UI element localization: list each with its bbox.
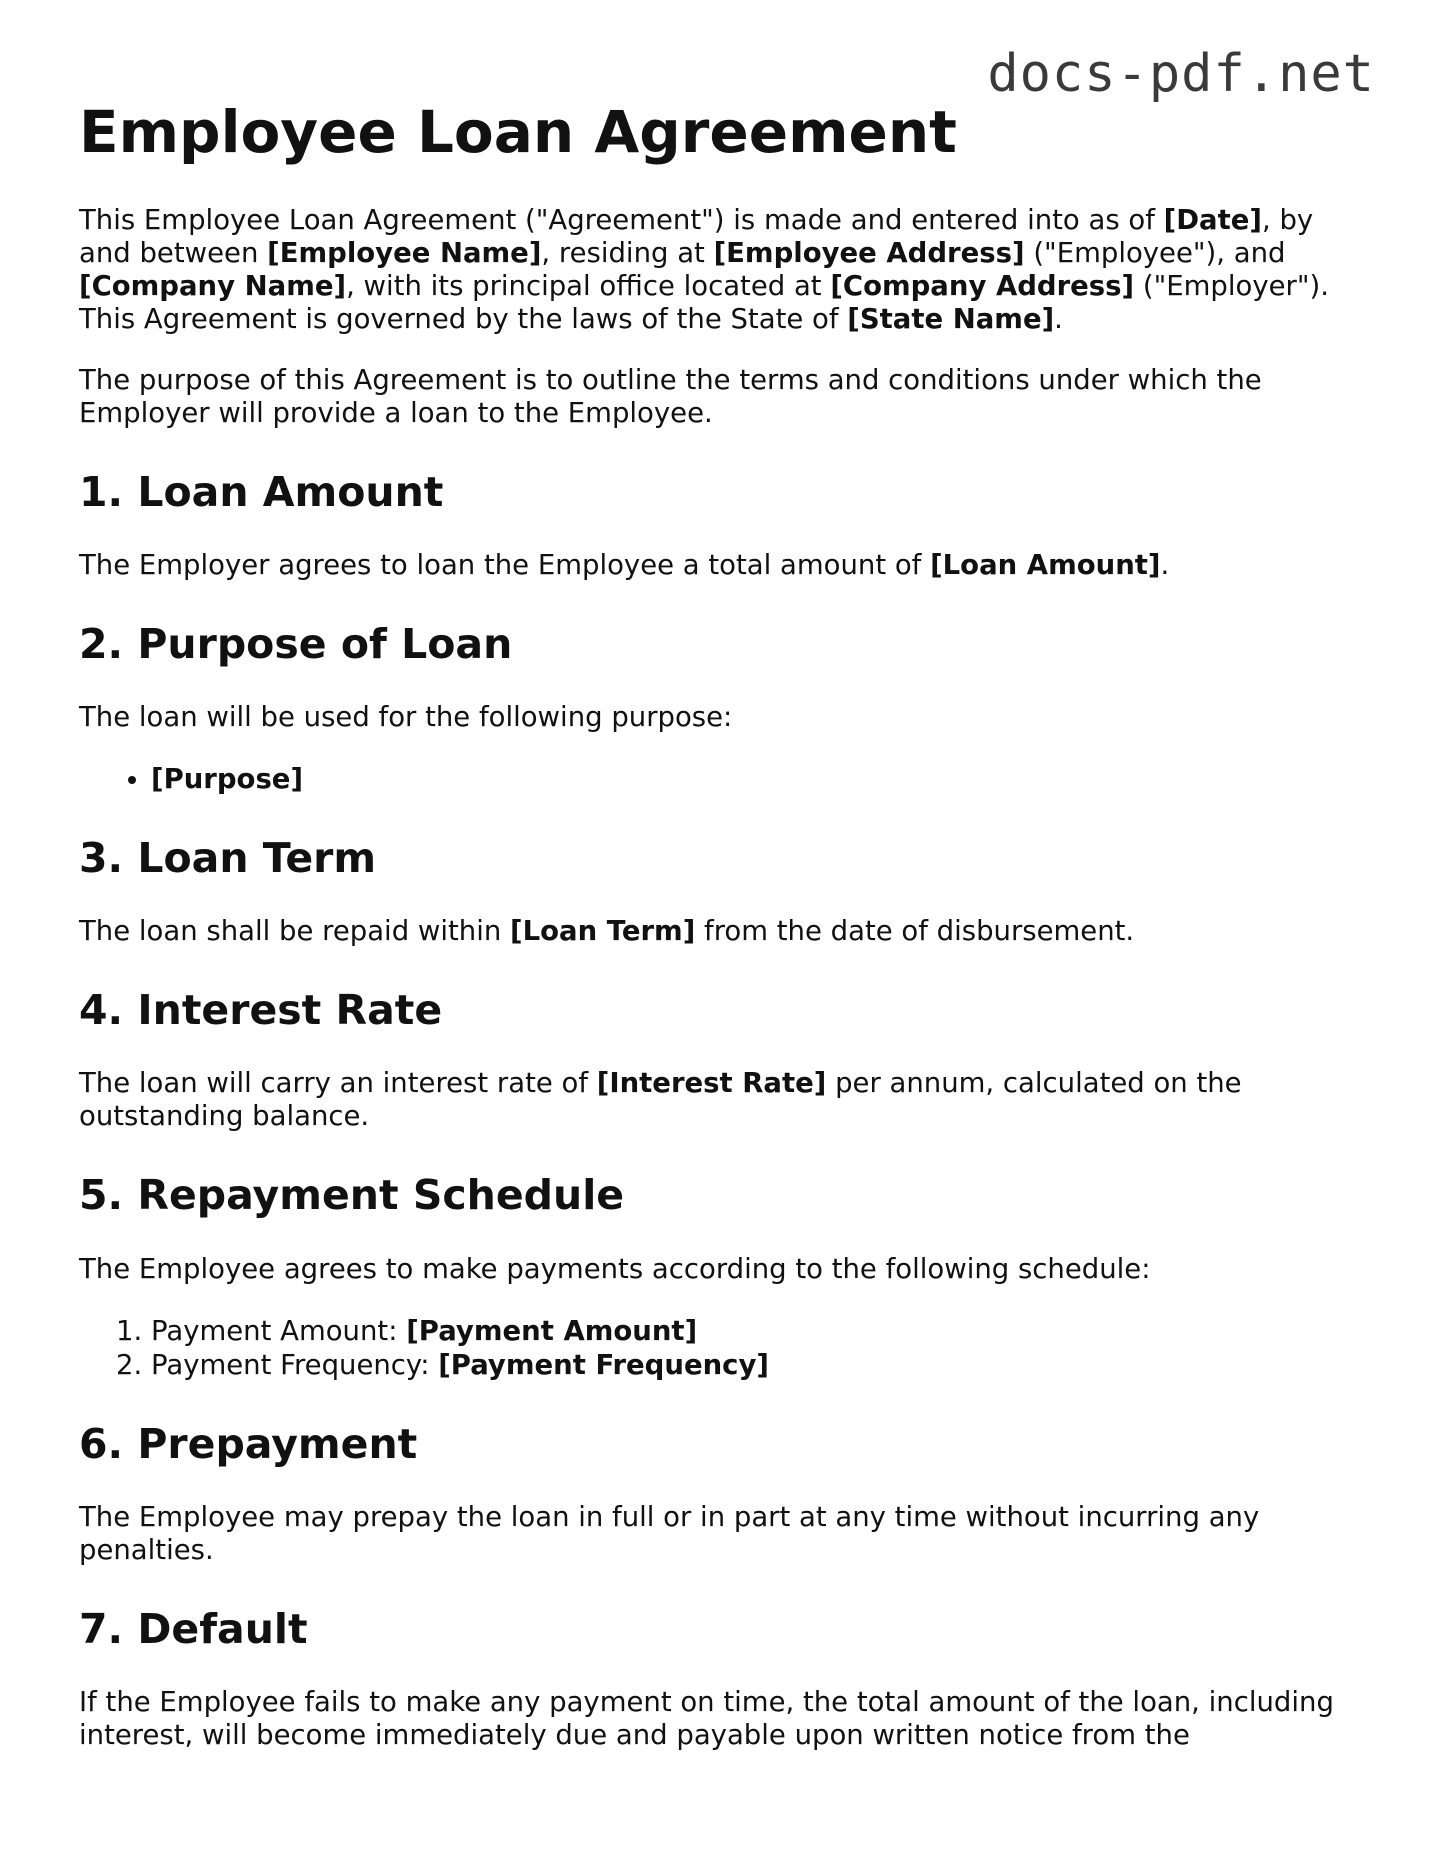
loan-term-paragraph xyxy=(79,915,1369,948)
document-title: Employee Loan Agreement xyxy=(79,98,957,166)
purpose-list xyxy=(79,762,1369,796)
repayment-list xyxy=(79,1314,1369,1382)
state-name-placeholder: [State Name] xyxy=(847,302,1055,335)
prepayment-paragraph: The Employee may prepay the loan in full or in part at any time without incurring any penalties. xyxy=(79,1500,1260,1566)
watermark: docs-pdf.net xyxy=(987,44,1375,104)
intro-text: , residing at xyxy=(541,236,714,269)
payment-frequency-label: Payment Frequency: xyxy=(151,1348,439,1381)
intro-paragraph xyxy=(79,204,1369,336)
interest-text: per annum, calculated on the outstanding balance. xyxy=(79,1067,1242,1133)
repayment-paragraph: The Employee agrees to make payments according to the following schedule: xyxy=(79,1252,1151,1285)
list-item xyxy=(151,762,1369,796)
section-heading-repayment: 5. Repayment Schedule xyxy=(79,1171,625,1220)
list-item xyxy=(151,1348,1369,1382)
loan-amount-paragraph xyxy=(79,549,1369,582)
loan-term-placeholder: [Loan Term] xyxy=(510,915,696,948)
purpose-paragraph: The purpose of this Agreement is to outline the terms and conditions under which the Employer will provide a loan to the Employee. xyxy=(79,363,1262,429)
intro-text: . xyxy=(1054,302,1063,335)
employee-address-placeholder: [Employee Address] xyxy=(713,236,1025,269)
interest-rate-paragraph xyxy=(79,1067,1369,1133)
purpose-of-loan-paragraph: The loan will be used for the following purpose: xyxy=(79,700,733,733)
intro-text: , by and between xyxy=(79,203,1314,269)
section-heading-default: 7. Default xyxy=(79,1604,308,1653)
loan-amount-placeholder: [Loan Amount] xyxy=(930,548,1161,581)
section-heading-loan-term: 3. Loan Term xyxy=(79,833,377,882)
loan-amount-text: The Employer agrees to loan the Employee a total amount of xyxy=(79,548,931,581)
loan-term-text: The loan shall be repaid within xyxy=(79,915,511,948)
default-paragraph: If the Employee fails to make any payment on time, the total amount of the loan, including interest, will become immediately due and payable upon written notice from the xyxy=(79,1685,1334,1751)
section-heading-loan-amount: 1. Loan Amount xyxy=(79,467,444,516)
company-name-placeholder: [Company Name] xyxy=(79,269,347,302)
date-placeholder: [Date] xyxy=(1163,203,1262,236)
loan-term-text: from the date of disbursement. xyxy=(695,915,1135,948)
company-address-placeholder: [Company Address] xyxy=(830,269,1135,302)
payment-amount-placeholder: [Payment Amount] xyxy=(406,1314,698,1347)
document-page xyxy=(79,98,1369,1780)
section-heading-prepayment: 6. Prepayment xyxy=(79,1419,418,1468)
intro-text: , with its principal office located at xyxy=(346,269,831,302)
interest-rate-placeholder: [Interest Rate] xyxy=(596,1067,827,1100)
purpose-placeholder: [Purpose] xyxy=(151,762,304,795)
intro-text: ("Employer"). This Agreement is governed by the laws of the State of xyxy=(79,269,1329,335)
section-heading-purpose: 2. Purpose of Loan xyxy=(79,619,513,668)
interest-text: The loan will carry an interest rate of xyxy=(79,1067,597,1100)
payment-amount-label: Payment Amount: xyxy=(151,1314,407,1347)
loan-amount-text: . xyxy=(1160,548,1170,581)
payment-frequency-placeholder: [Payment Frequency] xyxy=(438,1348,769,1381)
intro-text: This Employee Loan Agreement ("Agreement") is made and entered into as of xyxy=(79,203,1164,236)
section-heading-interest-rate: 4. Interest Rate xyxy=(79,986,443,1035)
intro-text: ("Employee"), and xyxy=(1024,236,1286,269)
list-item xyxy=(151,1314,1369,1348)
employee-name-placeholder: [Employee Name] xyxy=(267,236,542,269)
